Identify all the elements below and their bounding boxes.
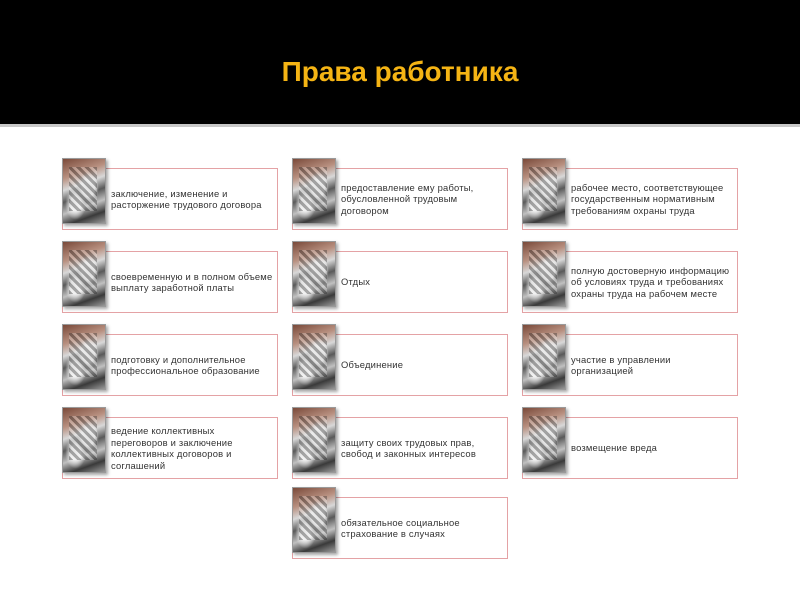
workers-photo-icon <box>292 407 336 473</box>
card-text: подготовку и дополнительное профессиональное образование <box>111 353 260 376</box>
card-text: обязательное социальное страхование в случаях <box>341 516 460 539</box>
card-text: Объединение <box>341 359 404 371</box>
card-text: защиту своих трудовых прав, свобод и законных интересов <box>341 436 477 459</box>
card-text: заключение, изменение и расторжение трудового договора <box>111 187 262 210</box>
workers-photo-icon <box>292 487 336 553</box>
workers-photo-icon <box>522 158 566 224</box>
workers-photo-icon <box>522 241 566 307</box>
workers-photo-icon <box>292 241 336 307</box>
workers-photo-icon <box>292 158 336 224</box>
workers-photo-icon <box>62 241 106 307</box>
workers-photo-icon <box>522 324 566 390</box>
card-text: Отдых <box>341 276 371 288</box>
workers-photo-icon <box>62 158 106 224</box>
card-text: полную достоверную информацию об условиях труда и требованиях охраны труда на рабочем месте <box>571 264 730 299</box>
workers-photo-icon <box>62 324 106 390</box>
card-text: предоставление ему работы, обусловленной трудовым договором <box>341 181 474 216</box>
workers-photo-icon <box>292 324 336 390</box>
card-text: возмещение вреда <box>571 442 658 454</box>
page-title: Права работника <box>281 56 519 87</box>
workers-photo-icon <box>522 407 566 473</box>
card-text: своевременную и в полном объеме выплату заработной платы <box>111 270 273 293</box>
card-text: рабочее место, соответствующее государственным нормативным требованиям охраны труда <box>571 181 724 216</box>
card-text: ведение коллективных переговоров и заключение коллективных договоров и соглашений <box>111 425 233 471</box>
header-divider <box>0 124 800 127</box>
workers-photo-icon <box>62 407 106 473</box>
card-text: участие в управлении организацией <box>571 353 671 376</box>
